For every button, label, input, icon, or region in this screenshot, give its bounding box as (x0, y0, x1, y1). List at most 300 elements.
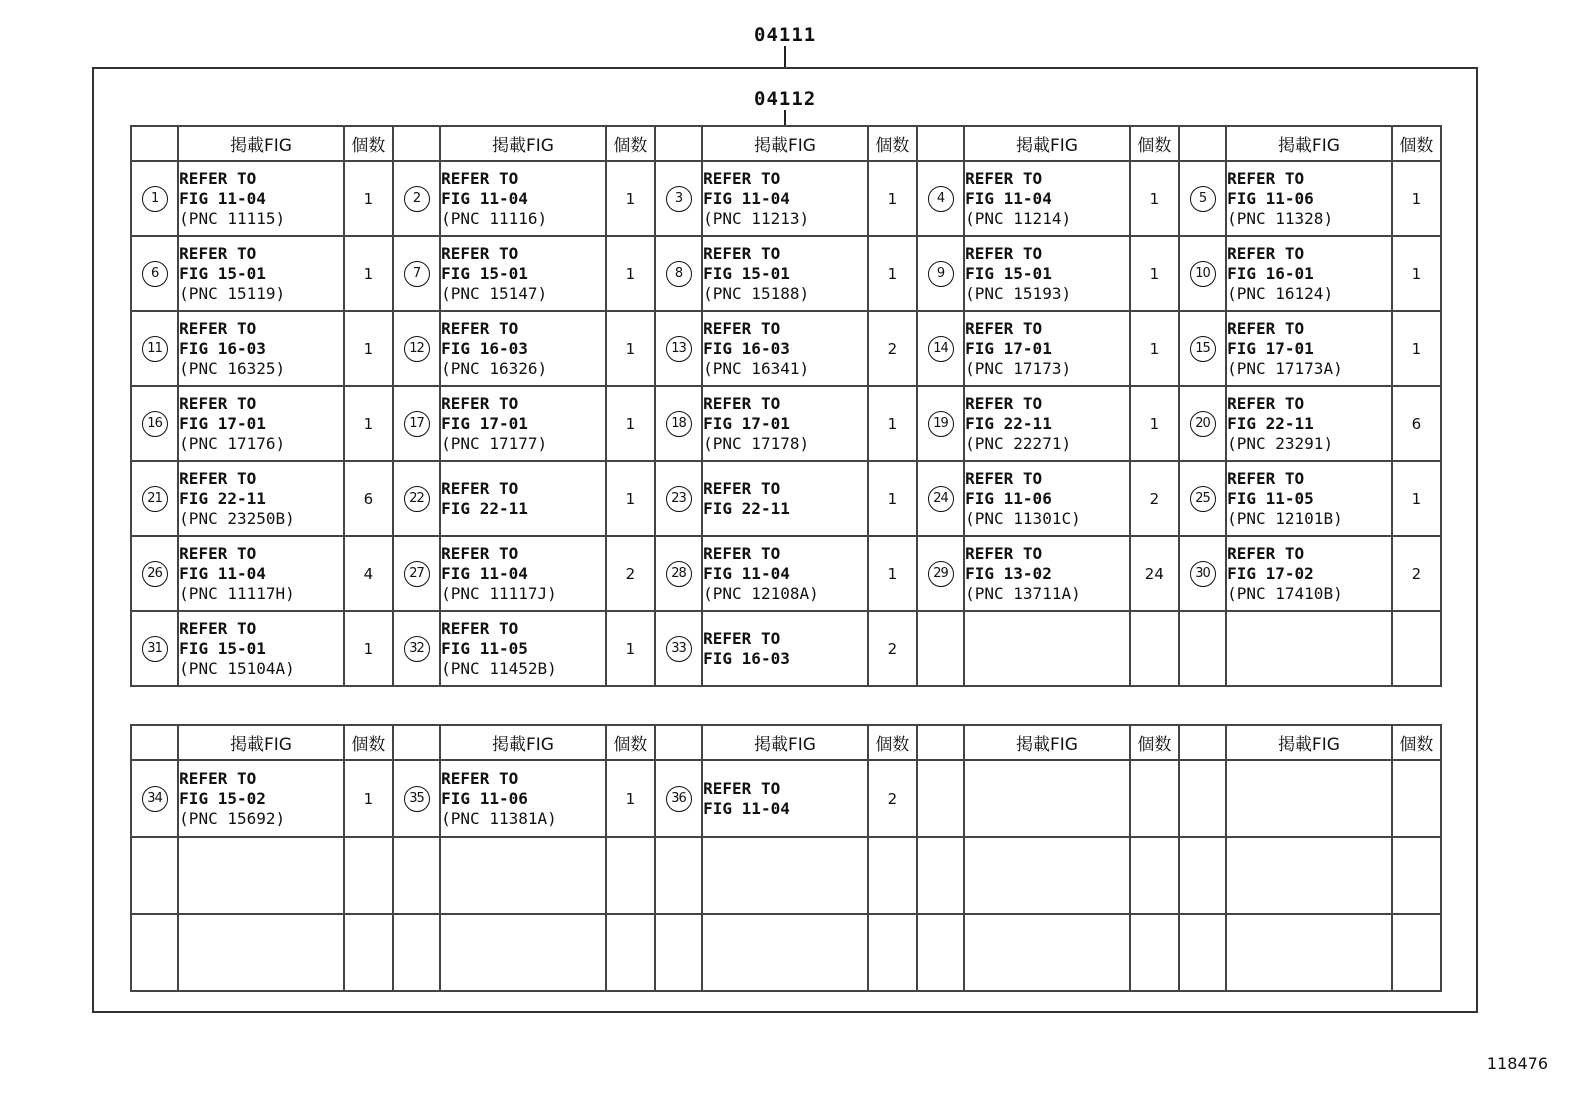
quantity-cell: 1 (606, 461, 655, 536)
reference-line: FIG 11-04 (179, 563, 266, 583)
reference-line: REFER TO (1227, 243, 1305, 263)
reference-cell (178, 311, 344, 386)
item-number-callout: 23 (666, 486, 692, 512)
reference-line: (PNC 11381A) (441, 808, 557, 828)
header-fig-label: 掲載FIG (1226, 126, 1392, 161)
reference-line: REFER TO (1227, 543, 1305, 563)
item-number-cell (655, 837, 702, 914)
reference-cell (178, 236, 344, 311)
reference-line: REFER TO (703, 543, 781, 563)
item-number-callout: 27 (404, 561, 430, 587)
reference-cell (440, 914, 606, 991)
quantity-cell: 1 (868, 236, 917, 311)
item-number-cell (393, 461, 440, 536)
header-index-cell (917, 725, 964, 760)
reference-line: FIG 22-11 (179, 488, 266, 508)
item-number-cell (131, 837, 178, 914)
reference-cell (178, 760, 344, 837)
reference-line: REFER TO (703, 393, 781, 413)
item-number-cell (1179, 161, 1226, 236)
table-row (131, 161, 1441, 236)
item-number-cell (131, 760, 178, 837)
reference-line: FIG 15-02 (179, 788, 266, 808)
reference-line: (PNC 11452B) (441, 658, 557, 678)
reference-line: FIG 17-01 (703, 413, 790, 433)
reference-line: FIG 11-04 (703, 188, 790, 208)
quantity-cell: 1 (606, 611, 655, 686)
reference-cell (1226, 161, 1392, 236)
item-number-cell (1179, 760, 1226, 837)
reference-line: (PNC 23250B) (179, 508, 295, 528)
reference-line: FIG 11-04 (441, 563, 528, 583)
reference-line: (PNC 17178) (703, 433, 810, 453)
leader-line-inner (784, 110, 786, 126)
item-number-callout: 8 (666, 261, 692, 287)
reference-line: (PNC 15147) (441, 283, 548, 303)
quantity-cell: 1 (868, 461, 917, 536)
item-number-callout: 34 (142, 786, 168, 812)
reference-cell (964, 311, 1130, 386)
reference-cell (440, 461, 606, 536)
item-number-cell (393, 161, 440, 236)
header-qty-label: 個数 (344, 126, 393, 161)
reference-line: (PNC 11301C) (965, 508, 1081, 528)
item-number-cell (917, 760, 964, 837)
quantity-cell (606, 914, 655, 991)
assembly-code-inner: 04112 (754, 88, 817, 110)
item-number-callout: 5 (1190, 186, 1216, 212)
header-index-cell (655, 725, 702, 760)
item-number-callout: 3 (666, 186, 692, 212)
quantity-cell: 2 (1392, 536, 1441, 611)
header-index-cell (393, 126, 440, 161)
item-number-callout: 29 (928, 561, 954, 587)
quantity-cell: 1 (868, 386, 917, 461)
reference-cell (964, 386, 1130, 461)
reference-cell (702, 760, 868, 837)
reference-cell (964, 611, 1130, 686)
reference-table-2 (130, 724, 1442, 992)
quantity-cell: 1 (606, 236, 655, 311)
header-index-cell (917, 126, 964, 161)
reference-line: FIG 11-04 (703, 798, 790, 818)
reference-line: (PNC 17177) (441, 433, 548, 453)
reference-cell (178, 386, 344, 461)
item-number-callout: 16 (142, 411, 168, 437)
reference-line: (PNC 15692) (179, 808, 286, 828)
quantity-cell: 2 (1130, 461, 1179, 536)
item-number-callout: 22 (404, 486, 430, 512)
reference-line: REFER TO (703, 243, 781, 263)
reference-line: REFER TO (179, 543, 257, 563)
header-fig-label: 掲載FIG (702, 126, 868, 161)
reference-line: (PNC 16325) (179, 358, 286, 378)
item-number-cell (655, 386, 702, 461)
reference-line: REFER TO (441, 318, 519, 338)
table-row (131, 611, 1441, 686)
reference-cell (964, 161, 1130, 236)
reference-table-1 (130, 125, 1442, 687)
item-number-cell (655, 461, 702, 536)
item-number-cell (393, 837, 440, 914)
quantity-cell: 1 (344, 311, 393, 386)
header-index-cell (131, 126, 178, 161)
reference-cell (702, 611, 868, 686)
item-number-cell (131, 161, 178, 236)
reference-cell (964, 236, 1130, 311)
item-number-cell (1179, 536, 1226, 611)
item-number-cell (393, 760, 440, 837)
reference-line: (PNC 15104A) (179, 658, 295, 678)
reference-line: FIG 11-04 (965, 188, 1052, 208)
reference-cell (1226, 611, 1392, 686)
reference-line: (PNC 17176) (179, 433, 286, 453)
reference-line: FIG 11-04 (703, 563, 790, 583)
item-number-callout: 9 (928, 261, 954, 287)
quantity-cell (1130, 611, 1179, 686)
quantity-cell: 1 (1392, 161, 1441, 236)
quantity-cell: 1 (344, 236, 393, 311)
item-number-cell (1179, 311, 1226, 386)
table-row (131, 837, 1441, 914)
reference-line: FIG 11-04 (179, 188, 266, 208)
item-number-callout: 2 (404, 186, 430, 212)
quantity-cell: 1 (606, 386, 655, 461)
quantity-cell (344, 914, 393, 991)
item-number-callout: 25 (1190, 486, 1216, 512)
item-number-callout: 13 (666, 336, 692, 362)
item-number-cell (131, 311, 178, 386)
reference-cell (440, 386, 606, 461)
reference-line: FIG 16-03 (703, 338, 790, 358)
reference-cell (178, 461, 344, 536)
reference-line: (PNC 15119) (179, 283, 286, 303)
reference-line: FIG 22-11 (441, 498, 528, 518)
header-fig-label: 掲載FIG (178, 725, 344, 760)
reference-line: (PNC 16124) (1227, 283, 1334, 303)
quantity-cell: 2 (868, 311, 917, 386)
header-index-cell (1179, 725, 1226, 760)
table-row (131, 914, 1441, 991)
reference-cell (440, 536, 606, 611)
quantity-cell: 1 (1130, 161, 1179, 236)
quantity-cell (1392, 914, 1441, 991)
item-number-cell (131, 914, 178, 991)
reference-line: (PNC 17410B) (1227, 583, 1343, 603)
header-fig-label: 掲載FIG (702, 725, 868, 760)
reference-cell (964, 914, 1130, 991)
reference-line: (PNC 23291) (1227, 433, 1334, 453)
reference-line: (PNC 15188) (703, 283, 810, 303)
item-number-cell (917, 386, 964, 461)
item-number-cell (1179, 236, 1226, 311)
reference-line: REFER TO (441, 768, 519, 788)
quantity-cell: 1 (868, 161, 917, 236)
reference-line: REFER TO (703, 778, 781, 798)
item-number-cell (655, 760, 702, 837)
quantity-cell: 24 (1130, 536, 1179, 611)
item-number-cell (917, 611, 964, 686)
quantity-cell: 6 (1392, 386, 1441, 461)
reference-cell (1226, 837, 1392, 914)
reference-cell (702, 311, 868, 386)
item-number-callout: 17 (404, 411, 430, 437)
reference-line: FIG 15-01 (965, 263, 1052, 283)
item-number-cell (655, 236, 702, 311)
item-number-cell (1179, 837, 1226, 914)
reference-line: REFER TO (179, 768, 257, 788)
reference-line: FIG 15-01 (703, 263, 790, 283)
leader-line-outer (784, 46, 786, 67)
reference-line: REFER TO (703, 168, 781, 188)
quantity-cell: 1 (344, 760, 393, 837)
header-fig-label: 掲載FIG (1226, 725, 1392, 760)
item-number-callout: 1 (142, 186, 168, 212)
item-number-cell (131, 461, 178, 536)
reference-cell (440, 611, 606, 686)
item-number-callout: 28 (666, 561, 692, 587)
item-number-callout: 7 (404, 261, 430, 287)
reference-line: REFER TO (965, 243, 1043, 263)
reference-line: FIG 11-06 (1227, 188, 1314, 208)
reference-line: REFER TO (965, 468, 1043, 488)
quantity-cell (1130, 760, 1179, 837)
reference-cell (1226, 914, 1392, 991)
reference-line: FIG 17-01 (441, 413, 528, 433)
quantity-cell: 1 (1130, 311, 1179, 386)
quantity-cell (1392, 837, 1441, 914)
item-number-callout: 26 (142, 561, 168, 587)
reference-line: (PNC 11214) (965, 208, 1072, 228)
reference-line: FIG 17-01 (179, 413, 266, 433)
header-fig-label: 掲載FIG (440, 126, 606, 161)
reference-line: FIG 15-01 (179, 638, 266, 658)
reference-line: REFER TO (1227, 318, 1305, 338)
reference-cell (440, 837, 606, 914)
header-qty-label: 個数 (1130, 725, 1179, 760)
item-number-callout: 24 (928, 486, 954, 512)
reference-line: (PNC 12101B) (1227, 508, 1343, 528)
quantity-cell: 1 (344, 611, 393, 686)
item-number-cell (393, 311, 440, 386)
quantity-cell: 6 (344, 461, 393, 536)
figure-number: 118476 (1486, 1054, 1548, 1073)
reference-line: REFER TO (965, 543, 1043, 563)
reference-cell (964, 536, 1130, 611)
reference-cell (1226, 236, 1392, 311)
table-row (131, 236, 1441, 311)
reference-line: (PNC 11117H) (179, 583, 295, 603)
reference-line: FIG 11-06 (965, 488, 1052, 508)
reference-line: (PNC 11115) (179, 208, 286, 228)
reference-line: REFER TO (179, 393, 257, 413)
reference-line: REFER TO (441, 243, 519, 263)
reference-cell (178, 536, 344, 611)
item-number-callout: 10 (1190, 261, 1216, 287)
reference-line: (PNC 13711A) (965, 583, 1081, 603)
reference-line: FIG 11-06 (441, 788, 528, 808)
quantity-cell: 1 (606, 161, 655, 236)
item-number-callout: 32 (404, 636, 430, 662)
header-index-cell (655, 126, 702, 161)
reference-line: REFER TO (965, 168, 1043, 188)
reference-line: REFER TO (179, 168, 257, 188)
item-number-cell (655, 311, 702, 386)
reference-line: REFER TO (179, 618, 257, 638)
reference-cell (440, 236, 606, 311)
header-fig-label: 掲載FIG (178, 126, 344, 161)
header-qty-label: 個数 (1392, 725, 1441, 760)
item-number-cell (1179, 461, 1226, 536)
table-row (131, 760, 1441, 837)
table-row (131, 311, 1441, 386)
quantity-cell: 2 (868, 611, 917, 686)
quantity-cell (1392, 760, 1441, 837)
item-number-cell (917, 236, 964, 311)
reference-line: FIG 15-01 (441, 263, 528, 283)
item-number-cell (393, 236, 440, 311)
reference-line: REFER TO (441, 393, 519, 413)
item-number-callout: 6 (142, 261, 168, 287)
reference-line: (PNC 11213) (703, 208, 810, 228)
reference-line: FIG 16-03 (179, 338, 266, 358)
reference-line: REFER TO (703, 318, 781, 338)
quantity-cell: 1 (344, 161, 393, 236)
item-number-callout: 14 (928, 336, 954, 362)
reference-line: REFER TO (179, 243, 257, 263)
quantity-cell: 2 (606, 536, 655, 611)
reference-cell (702, 837, 868, 914)
reference-line: REFER TO (179, 318, 257, 338)
item-number-cell (1179, 611, 1226, 686)
reference-cell (1226, 536, 1392, 611)
item-number-callout: 12 (404, 336, 430, 362)
reference-line: (PNC 17173A) (1227, 358, 1343, 378)
quantity-cell (1392, 611, 1441, 686)
reference-cell (702, 536, 868, 611)
quantity-cell: 4 (344, 536, 393, 611)
item-number-cell (131, 611, 178, 686)
item-number-cell (917, 837, 964, 914)
header-qty-label: 個数 (868, 725, 917, 760)
reference-line: (PNC 22271) (965, 433, 1072, 453)
table-row (131, 386, 1441, 461)
reference-line: FIG 22-11 (965, 413, 1052, 433)
quantity-cell (606, 837, 655, 914)
reference-line: REFER TO (703, 628, 781, 648)
item-number-cell (655, 161, 702, 236)
reference-line: (PNC 15193) (965, 283, 1072, 303)
item-number-cell (917, 536, 964, 611)
header-qty-label: 個数 (344, 725, 393, 760)
reference-line: REFER TO (179, 468, 257, 488)
reference-cell (1226, 760, 1392, 837)
reference-line: REFER TO (1227, 393, 1305, 413)
reference-line: FIG 16-01 (1227, 263, 1314, 283)
item-number-callout: 15 (1190, 336, 1216, 362)
item-number-callout: 20 (1190, 411, 1216, 437)
reference-cell (440, 161, 606, 236)
quantity-cell: 2 (868, 760, 917, 837)
quantity-cell (1130, 837, 1179, 914)
quantity-cell: 1 (1130, 386, 1179, 461)
reference-cell (1226, 311, 1392, 386)
reference-cell (702, 236, 868, 311)
reference-line: FIG 15-01 (179, 263, 266, 283)
reference-line: FIG 22-11 (703, 498, 790, 518)
header-qty-label: 個数 (868, 126, 917, 161)
quantity-cell: 1 (1392, 311, 1441, 386)
header-index-cell (393, 725, 440, 760)
reference-cell (702, 386, 868, 461)
reference-line: REFER TO (441, 618, 519, 638)
reference-cell (178, 161, 344, 236)
assembly-code-outer: 04111 (754, 24, 817, 46)
reference-line: FIG 11-04 (441, 188, 528, 208)
quantity-cell: 1 (1392, 461, 1441, 536)
reference-cell (964, 461, 1130, 536)
header-qty-label: 個数 (606, 126, 655, 161)
reference-line: REFER TO (965, 318, 1043, 338)
reference-line: FIG 13-02 (965, 563, 1052, 583)
reference-cell (1226, 461, 1392, 536)
quantity-cell (344, 837, 393, 914)
item-number-cell (917, 461, 964, 536)
reference-line: FIG 11-05 (441, 638, 528, 658)
reference-line: (PNC 17173) (965, 358, 1072, 378)
reference-cell (964, 760, 1130, 837)
header-index-cell (131, 725, 178, 760)
item-number-callout: 35 (404, 786, 430, 812)
item-number-cell (655, 611, 702, 686)
item-number-callout: 33 (666, 636, 692, 662)
reference-line: FIG 16-03 (703, 648, 790, 668)
reference-line: (PNC 11116) (441, 208, 548, 228)
reference-line: REFER TO (441, 168, 519, 188)
item-number-callout: 31 (142, 636, 168, 662)
reference-cell (1226, 386, 1392, 461)
quantity-cell: 1 (606, 311, 655, 386)
item-number-cell (917, 914, 964, 991)
reference-line: FIG 17-02 (1227, 563, 1314, 583)
item-number-cell (131, 236, 178, 311)
reference-cell (702, 161, 868, 236)
quantity-cell: 1 (1392, 236, 1441, 311)
header-qty-label: 個数 (1130, 126, 1179, 161)
reference-line: REFER TO (1227, 468, 1305, 488)
reference-line: (PNC 11117J) (441, 583, 557, 603)
item-number-callout: 11 (142, 336, 168, 362)
table-row (131, 536, 1441, 611)
item-number-cell (393, 536, 440, 611)
item-number-cell (655, 536, 702, 611)
header-qty-label: 個数 (606, 725, 655, 760)
reference-line: FIG 16-03 (441, 338, 528, 358)
item-number-cell (917, 311, 964, 386)
item-number-cell (1179, 386, 1226, 461)
item-number-callout: 18 (666, 411, 692, 437)
reference-cell (702, 461, 868, 536)
reference-line: FIG 11-05 (1227, 488, 1314, 508)
reference-cell (178, 837, 344, 914)
reference-line: FIG 17-01 (1227, 338, 1314, 358)
reference-cell (440, 760, 606, 837)
quantity-cell: 1 (606, 760, 655, 837)
item-number-cell (131, 536, 178, 611)
table-row (131, 461, 1441, 536)
item-number-cell (917, 161, 964, 236)
item-number-callout: 36 (666, 786, 692, 812)
